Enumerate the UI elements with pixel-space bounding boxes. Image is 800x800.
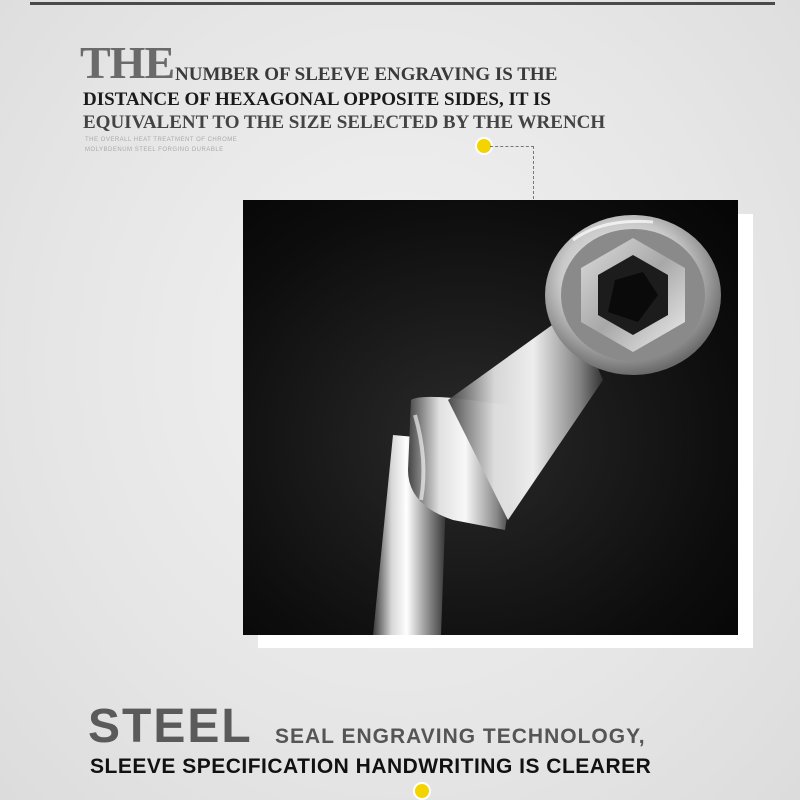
header-small-line-2: MOLYBDENUM STEEL FORGING DURABLE [85, 147, 224, 153]
footer-big-word: STEEL [88, 700, 253, 753]
header-small-line-1: THE OVERALL HEAT TREATMENT OF CHROME [85, 137, 238, 143]
marker-dot-top [477, 139, 491, 153]
footer-line-2: SLEEVE SPECIFICATION HANDWRITING IS CLEARER [90, 755, 652, 778]
leader-line-vertical [533, 146, 534, 199]
header-line-1: NUMBER OF SLEEVE ENGRAVING IS THE [175, 64, 558, 85]
header-big-word: THE [80, 37, 175, 88]
leader-line-horizontal [490, 146, 534, 147]
wrench-socket-photo [243, 200, 738, 635]
wrench-illustration [243, 200, 738, 635]
top-divider [30, 2, 775, 5]
header-line-2: DISTANCE OF HEXAGONAL OPPOSITE SIDES, IT IS [83, 89, 551, 110]
header-line-3: EQUIVALENT TO THE SIZE SELECTED BY THE WRENCH [83, 112, 606, 133]
footer-line-1: SEAL ENGRAVING TECHNOLOGY, [275, 725, 646, 748]
marker-dot-bottom [415, 784, 429, 798]
